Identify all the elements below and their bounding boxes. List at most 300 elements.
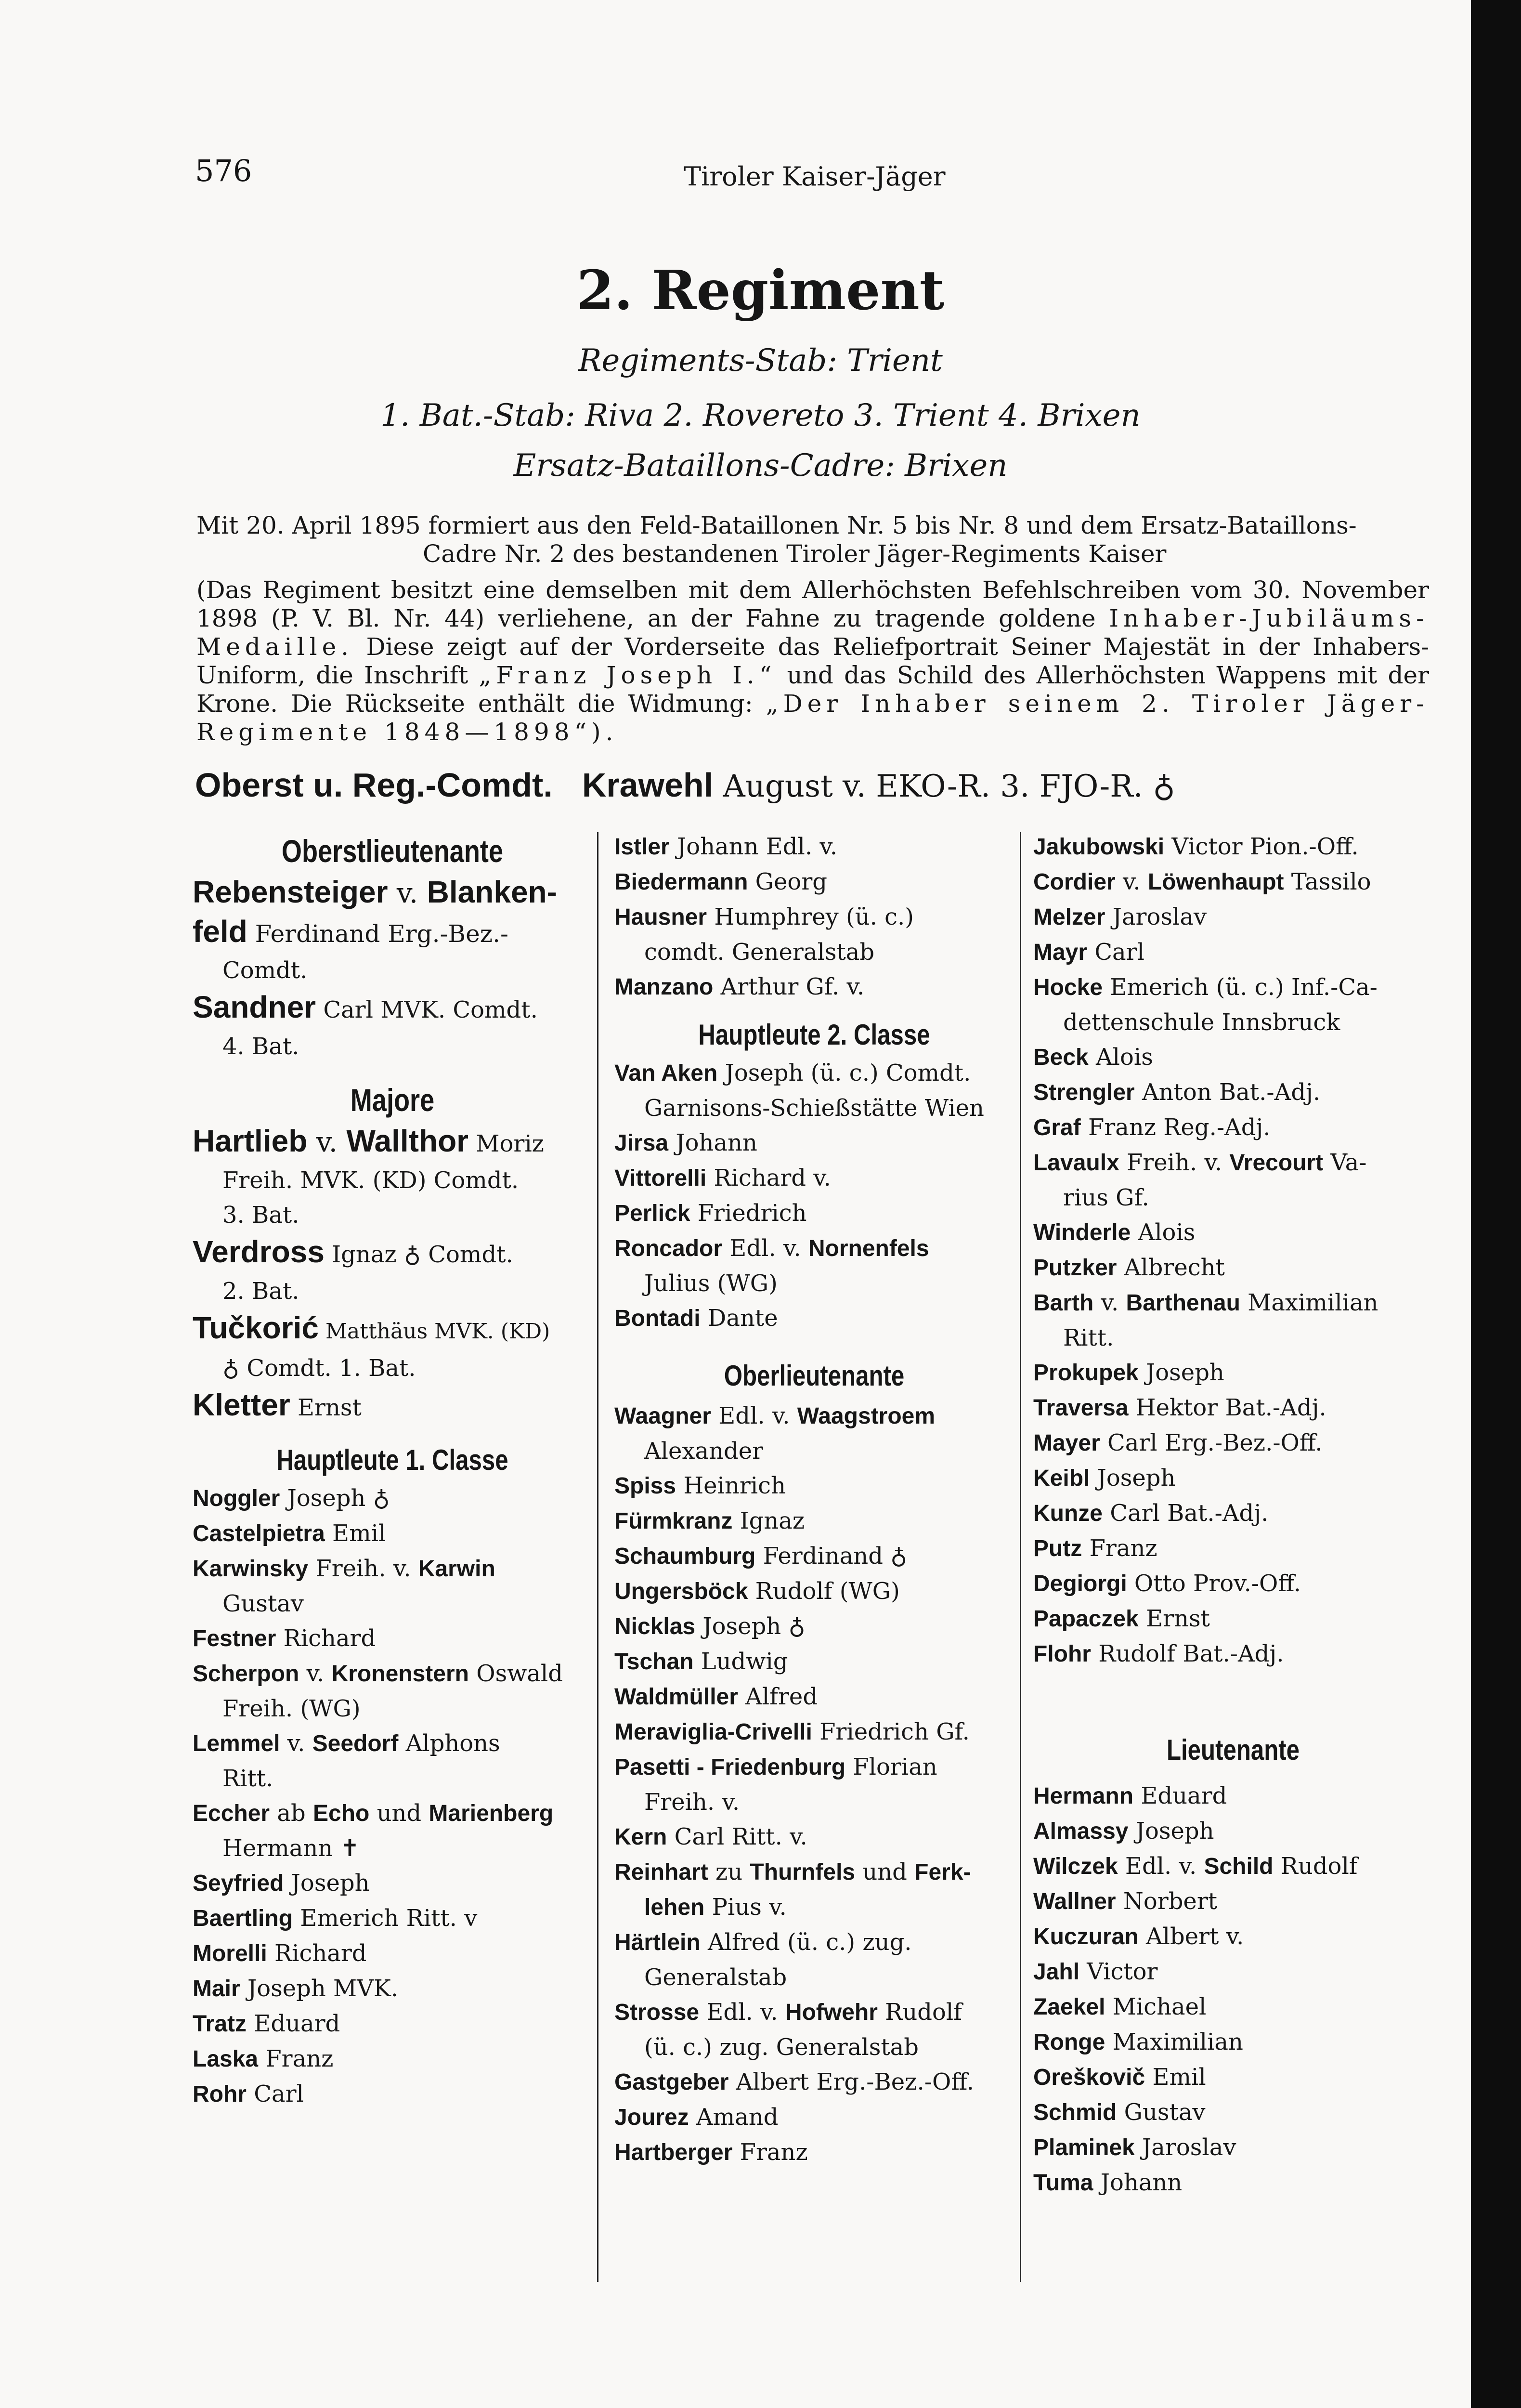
list-item — [614, 1504, 1014, 1539]
list-item — [1033, 1814, 1433, 1849]
details: Johann — [668, 1129, 757, 1156]
list-item — [1033, 1849, 1433, 1884]
details: Jaroslav — [1134, 2134, 1236, 2161]
list-item — [1033, 1005, 1433, 1040]
surname: Oreškovič — [1033, 2065, 1145, 2090]
surname: Degiorgi — [1033, 1571, 1127, 1597]
officer-list — [614, 829, 1014, 1005]
list-item — [1033, 1884, 1433, 1919]
details: Albert Erg.-Bez.-Off. — [728, 2068, 974, 2095]
list-item — [1033, 1390, 1433, 1426]
list-item — [614, 1890, 1014, 1925]
surname: Hartberger — [614, 2140, 733, 2165]
surname: Cordier — [1033, 869, 1116, 895]
surname: Nicklas — [614, 1614, 696, 1639]
details: Albrecht — [1117, 1254, 1225, 1281]
surname: Kunze — [1033, 1501, 1103, 1526]
list-item: 3. Bat. — [222, 1202, 299, 1229]
list-item — [193, 1481, 592, 1516]
details: Julius (WG) — [644, 1270, 778, 1297]
section-heading: Hauptleute 1. Classe — [276, 1444, 508, 1476]
list-item — [193, 1726, 592, 1761]
list-item — [614, 1266, 1014, 1301]
section-heading: Oberstlieutenante — [281, 833, 504, 869]
details: Joseph ♁ — [280, 1485, 390, 1512]
details: Hektor Bat.-Adj. — [1128, 1394, 1326, 1421]
details: Franz — [1082, 1535, 1157, 1562]
details: Richard — [267, 1940, 367, 1967]
formation-note — [196, 511, 1429, 568]
surname: Vrecourt — [1229, 1150, 1324, 1176]
details: Carl Bat.-Adj. — [1103, 1500, 1269, 1527]
details: Friedrich — [690, 1200, 807, 1227]
details: Generalstab — [644, 1964, 787, 1991]
details: dettenschule Innsbruck — [1063, 1009, 1340, 1036]
surname: Manzano — [614, 974, 714, 1000]
details: Joseph — [1138, 1359, 1224, 1386]
commander-details: August v. EKO-R. 3. FJO-R. ♁ — [723, 769, 1175, 804]
details: und — [369, 1800, 429, 1827]
surname: Ronge — [1033, 2029, 1105, 2055]
surname: Van Aken — [614, 1060, 718, 1086]
surname: Ungersböck — [614, 1579, 748, 1604]
details: v. — [1093, 1289, 1126, 1316]
medal-name: Inhaber-Jubiläums-Medaille. — [196, 604, 1429, 661]
list-item — [1033, 1919, 1433, 1954]
surname: Perlick — [614, 1201, 690, 1226]
details: Otto Prov.-Off. — [1127, 1570, 1301, 1597]
surname: Schmid — [1033, 2100, 1117, 2125]
section-heading: Hauptleute 2. Classe — [698, 1019, 930, 1051]
surname: Thurnfels — [750, 1859, 856, 1885]
list-item — [1033, 1215, 1433, 1250]
details: Maximilian — [1240, 1289, 1378, 1316]
list-item — [614, 1539, 1014, 1574]
list-item — [614, 1644, 1014, 1679]
surname: Strengler — [1033, 1080, 1135, 1105]
surname: Waagner — [614, 1403, 711, 1429]
surname: Roncador — [614, 1236, 723, 1261]
officer-list — [1033, 829, 1433, 1672]
details: Norbert — [1116, 1888, 1218, 1915]
list-item — [1033, 1355, 1433, 1390]
surname: Spiss — [614, 1473, 676, 1499]
officer-list — [193, 1481, 592, 2112]
regiment-commander — [195, 766, 1175, 804]
list-item — [1033, 1779, 1433, 1814]
surname: Barth — [1033, 1290, 1094, 1316]
details: Edl. v. — [699, 1999, 785, 2026]
surname: Kronenstern — [331, 1661, 469, 1687]
details: Florian — [845, 1754, 937, 1780]
surname: Strosse — [614, 2000, 700, 2025]
list-item — [614, 900, 1014, 935]
details: Johann — [1093, 2169, 1183, 2196]
surname: Schild — [1204, 1854, 1274, 1879]
details: Emerich (ü. c.) Inf.-Ca- — [1103, 974, 1378, 1001]
list-item: Freih. MVK. (KD) Comdt. — [222, 1167, 519, 1194]
battalion-staffs: 1. Bat.-Stab: Riva 2. Rovereto 3. Trient 4. Brixen — [380, 398, 1141, 433]
details: Alois — [1131, 1219, 1196, 1246]
details: comdt. Generalstab — [644, 939, 875, 966]
details: Tassilo — [1284, 868, 1371, 895]
details: Rudolf — [877, 1999, 962, 2026]
details: Richard — [276, 1625, 376, 1652]
details: Jaroslav — [1105, 903, 1207, 930]
running-head: Tiroler Kaiser-Jäger — [684, 161, 946, 192]
list-item — [193, 1516, 592, 1551]
details: Carl Erg.-Bez.-Off. — [1100, 1429, 1323, 1456]
column-2 — [614, 829, 1014, 2170]
surname: Winderle — [1033, 1220, 1131, 1245]
details: Va- — [1323, 1149, 1367, 1176]
surname: Mair — [193, 1976, 240, 2002]
surname: Prokupek — [1033, 1360, 1139, 1386]
list-item — [193, 1936, 592, 1971]
details: (ü. c.) zug. Generalstab — [644, 2034, 919, 2061]
surname: Tratz — [193, 2011, 247, 2037]
list-item — [614, 1995, 1014, 2030]
details: Rudolf Bat.-Adj. — [1091, 1640, 1284, 1667]
list-item — [193, 1971, 592, 2006]
details: Joseph (ü. c.) Comdt. — [717, 1060, 971, 1086]
list-item — [193, 2006, 592, 2042]
surname: Morelli — [193, 1941, 267, 1966]
details: Joseph MVK. — [240, 1975, 398, 2002]
surname: Festner — [193, 1626, 276, 1651]
surname: Papaczek — [1033, 1606, 1139, 1632]
surname: Istler — [614, 834, 670, 860]
list-item — [614, 1750, 1014, 1785]
list-item — [614, 2100, 1014, 2135]
list-item — [193, 1586, 592, 1621]
surname: Mayr — [1033, 940, 1088, 965]
surname: Flohr — [1033, 1641, 1091, 1667]
surname: Traversa — [1033, 1395, 1129, 1421]
details: Ludwig — [693, 1648, 788, 1675]
details: Gustav — [1117, 2099, 1206, 2126]
details: Freih. v. — [1119, 1149, 1230, 1176]
list-item — [1033, 1461, 1433, 1496]
details: Anton Bat.-Adj. — [1134, 1079, 1321, 1106]
details: Ferdinand ♁ — [755, 1543, 908, 1570]
list-item — [614, 2135, 1014, 2170]
list-item: feld Ferdinand Erg.-Bez.- — [193, 914, 508, 949]
details: v. — [280, 1730, 312, 1757]
details: Hermann ✝ — [222, 1835, 360, 1862]
list-item — [614, 1125, 1014, 1161]
list-item — [1033, 1531, 1433, 1566]
formation-line-1: Mit 20. April 1895 formiert aus den Feld-Bataillonen Nr. 5 bis Nr. 8 und dem Ersatz-Bataillons- — [196, 511, 1357, 539]
list-item — [614, 1468, 1014, 1504]
regiment-staff: Regiments-Stab: Trient — [578, 343, 943, 379]
details: Richard v. — [706, 1165, 831, 1191]
medal-note — [196, 576, 1429, 746]
details: Maximilian — [1105, 2028, 1243, 2055]
surname: Putz — [1033, 1536, 1082, 1561]
details: Georg — [748, 868, 827, 895]
details: Emerich Ritt. v — [293, 1905, 478, 1932]
surname: Scherpon — [193, 1661, 299, 1687]
surname: Jourez — [614, 2105, 689, 2130]
surname: Hermann — [1033, 1783, 1134, 1809]
surname: Marienberg — [429, 1801, 554, 1826]
details: v. — [1115, 868, 1148, 895]
list-item — [1033, 2060, 1433, 2095]
list-item — [1033, 1180, 1433, 1215]
surname: Hofwehr — [785, 2000, 878, 2025]
page-edge — [1471, 0, 1521, 2408]
surname: Reinhart — [614, 1859, 708, 1885]
section-heading: Lieutenante — [1166, 1734, 1300, 1766]
list-item: Tučkorić Matthäus MVK. (KD) — [193, 1310, 550, 1345]
details: Carl — [1087, 939, 1144, 966]
details: Rudolf (WG) — [748, 1578, 900, 1605]
column-1 — [193, 829, 592, 2112]
details: Humphrey (ü. c.) — [707, 903, 914, 930]
details: Carl — [246, 2081, 304, 2107]
list-item — [614, 1714, 1014, 1750]
list-item — [614, 1399, 1014, 1434]
list-item — [614, 935, 1014, 969]
details: Heinrich — [676, 1472, 786, 1499]
list-item — [193, 1901, 592, 1936]
surname: Laska — [193, 2046, 259, 2072]
surname: Plaminek — [1033, 2135, 1135, 2160]
surname: Echo — [312, 1801, 370, 1826]
details: Ernst — [1138, 1605, 1210, 1632]
surname: Lavaulx — [1033, 1150, 1119, 1176]
list-item — [193, 1866, 592, 1901]
list-item — [1033, 1426, 1433, 1461]
details: Victor — [1079, 1958, 1158, 1985]
details: Arthur Gf. v. — [713, 973, 865, 1000]
details: Franz — [732, 2139, 808, 2166]
list-item — [614, 1609, 1014, 1644]
surname: Lemmel — [193, 1731, 280, 1756]
surname: Karwin — [418, 1556, 495, 1582]
list-item — [614, 864, 1014, 900]
list-item: Sandner Carl MVK. Comdt. — [193, 990, 538, 1024]
medal-inscription: „Franz Joseph I.“ — [479, 661, 777, 689]
list-item — [614, 829, 1014, 864]
medal-text-c: und das Schild des Allerhöchsten Wappens mit der Krone. Die Rückseite enthält die Widmung: — [196, 661, 1429, 718]
surname: Karwinsky — [193, 1556, 309, 1582]
details: Eduard — [1133, 1782, 1227, 1809]
list-item — [193, 1796, 592, 1831]
list-item — [1033, 1250, 1433, 1285]
details: Freih. (WG) — [222, 1695, 361, 1722]
surname: Jahl — [1033, 1959, 1080, 1985]
list-item — [614, 1091, 1014, 1125]
list-item — [614, 1960, 1014, 1995]
surname: Zaekel — [1033, 1994, 1105, 2020]
surname: Fürmkranz — [614, 1508, 733, 1534]
surname: Pasetti - Friedenburg — [614, 1754, 846, 1780]
surname: Nornenfels — [808, 1236, 929, 1261]
list-item — [193, 1761, 592, 1796]
list-item — [1033, 935, 1433, 970]
details: Dante — [700, 1305, 778, 1332]
details: Johann Edl. v. — [669, 833, 838, 860]
surname: Kern — [614, 1824, 667, 1850]
surname: Jakubowski — [1033, 834, 1165, 860]
details: Garnisons-Schießstätte Wien — [644, 1095, 984, 1122]
details: Carl Ritt. v. — [667, 1823, 807, 1850]
list-item — [614, 2030, 1014, 2065]
details: Pius v. — [704, 1894, 787, 1921]
surname: Wallner — [1033, 1889, 1116, 1914]
list-item — [614, 1925, 1014, 1960]
officer-list — [614, 1399, 1014, 2170]
details: Joseph — [1128, 1818, 1214, 1845]
list-item — [1033, 1954, 1433, 1989]
list-item — [1033, 1075, 1433, 1110]
surname: Seedorf — [312, 1731, 399, 1756]
list-item — [1033, 1636, 1433, 1672]
details: Freih. v. — [644, 1789, 740, 1816]
surname: Tschan — [614, 1649, 694, 1675]
surname: Barthenau — [1126, 1290, 1240, 1316]
list-item — [1033, 829, 1433, 864]
details: Edl. v. — [711, 1402, 797, 1429]
details: und — [855, 1858, 915, 1885]
details: Emil — [325, 1520, 386, 1547]
surname: Waagstroem — [797, 1403, 936, 1429]
details: Edl. v. — [722, 1235, 808, 1262]
list-item: 4. Bat. — [222, 1033, 299, 1060]
list-item — [193, 1831, 592, 1866]
column-3 — [1033, 829, 1433, 2200]
details: Alphons — [398, 1730, 500, 1757]
surname: Gastgeber — [614, 2069, 729, 2095]
details: Michael — [1105, 1993, 1207, 2020]
column-divider-2 — [1020, 832, 1021, 2282]
details: Emil — [1145, 2064, 1206, 2091]
list-item — [614, 1301, 1014, 1336]
surname: Wilczek — [1033, 1854, 1118, 1879]
surname: Bontadi — [614, 1306, 701, 1331]
details: Joseph — [284, 1870, 370, 1897]
list-item — [614, 1785, 1014, 1819]
list-item — [1033, 1496, 1433, 1531]
officer-list — [614, 1056, 1014, 1336]
details: Joseph — [1090, 1465, 1176, 1492]
surname: Waldmüller — [614, 1684, 738, 1710]
commander-name: Krawehl — [582, 766, 714, 804]
surname: Putzker — [1033, 1255, 1117, 1281]
list-item — [193, 2042, 592, 2077]
surname: Keibl — [1033, 1466, 1090, 1491]
details: Alois — [1088, 1044, 1153, 1071]
formation-line-2: Cadre Nr. 2 des bestandenen Tiroler Jäger-Regiments Kaiser — [423, 540, 1167, 568]
list-item — [614, 2065, 1014, 2100]
list-item — [1033, 2095, 1433, 2130]
surname: Jirsa — [614, 1130, 669, 1156]
details: ab — [270, 1800, 313, 1827]
surname: Eccher — [193, 1801, 270, 1826]
list-item — [1033, 1989, 1433, 2025]
page-title: 2. Regiment — [576, 259, 945, 322]
section-heading: Majore — [350, 1082, 435, 1118]
list-item — [193, 1621, 592, 1656]
surname: Melzer — [1033, 904, 1105, 930]
details: Ignaz — [732, 1507, 805, 1534]
details: Freih. v. — [308, 1555, 418, 1582]
surname: Ferk- — [914, 1859, 971, 1885]
details: Edl. v. — [1118, 1853, 1204, 1880]
surname: Härtlein — [614, 1930, 701, 1955]
list-item — [1033, 1601, 1433, 1636]
details: Ritt. — [222, 1765, 273, 1792]
surname: Castelpietra — [193, 1521, 325, 1546]
list-item: Comdt. — [222, 957, 308, 984]
column-divider-1 — [597, 832, 598, 2282]
details: Rudolf — [1273, 1853, 1358, 1880]
details: rius Gf. — [1063, 1184, 1149, 1211]
officer-list — [1033, 1779, 1433, 2200]
medal-text-b: Diese zeigt auf der Vorderseite das Reliefportrait Seiner Majestät in der Inhabers-Uniform, die Inschrift — [196, 633, 1429, 689]
details: Alfred — [738, 1683, 818, 1710]
surname: Kuczuran — [1033, 1924, 1139, 1950]
list-item: 2. Bat. — [222, 1278, 299, 1305]
list-item — [614, 1574, 1014, 1609]
surname: Seyfried — [193, 1871, 284, 1896]
surname: Biedermann — [614, 869, 748, 895]
list-item — [1033, 1040, 1433, 1075]
list-item — [614, 969, 1014, 1005]
list-item — [193, 1691, 592, 1726]
list-item — [1033, 1110, 1433, 1145]
surname: Noggler — [193, 1486, 280, 1511]
list-item — [614, 1161, 1014, 1196]
details: Gustav — [222, 1590, 304, 1617]
list-item: Hartlieb v. Wallthor Moriz — [193, 1124, 544, 1158]
details: Franz — [258, 2045, 334, 2072]
surname: Löwenhaupt — [1147, 869, 1284, 895]
details: Albert v. — [1138, 1923, 1244, 1950]
details: Alfred (ü. c.) zug. — [700, 1929, 912, 1956]
list-item — [614, 1056, 1014, 1091]
list-item — [1033, 1285, 1433, 1321]
list-item — [1033, 864, 1433, 900]
list-item — [1033, 900, 1433, 935]
list-item — [193, 1551, 592, 1586]
details: Eduard — [247, 2010, 340, 2037]
surname: Vittorelli — [614, 1165, 707, 1191]
details: Franz Reg.-Adj. — [1080, 1114, 1271, 1141]
list-item — [614, 1855, 1014, 1890]
surname: Rohr — [193, 2081, 247, 2107]
list-item — [1033, 1566, 1433, 1601]
list-item — [614, 1679, 1014, 1714]
list-item — [193, 1656, 592, 1691]
surname: Baertling — [193, 1906, 293, 1931]
list-item — [1033, 2130, 1433, 2165]
details: v. — [299, 1660, 332, 1687]
list-item — [1033, 1321, 1433, 1355]
list-item — [614, 1434, 1014, 1468]
page-number: 576 — [195, 153, 252, 188]
list-item — [193, 2077, 592, 2112]
commander-role: Oberst u. Reg.-Comdt. — [195, 766, 553, 804]
details: Joseph ♁ — [695, 1613, 806, 1640]
details: Oswald — [468, 1660, 563, 1687]
details: Friedrich Gf. — [812, 1718, 970, 1745]
list-item — [1033, 2025, 1433, 2060]
details: Victor Pion.-Off. — [1164, 833, 1359, 860]
surname: Graf — [1033, 1115, 1081, 1140]
